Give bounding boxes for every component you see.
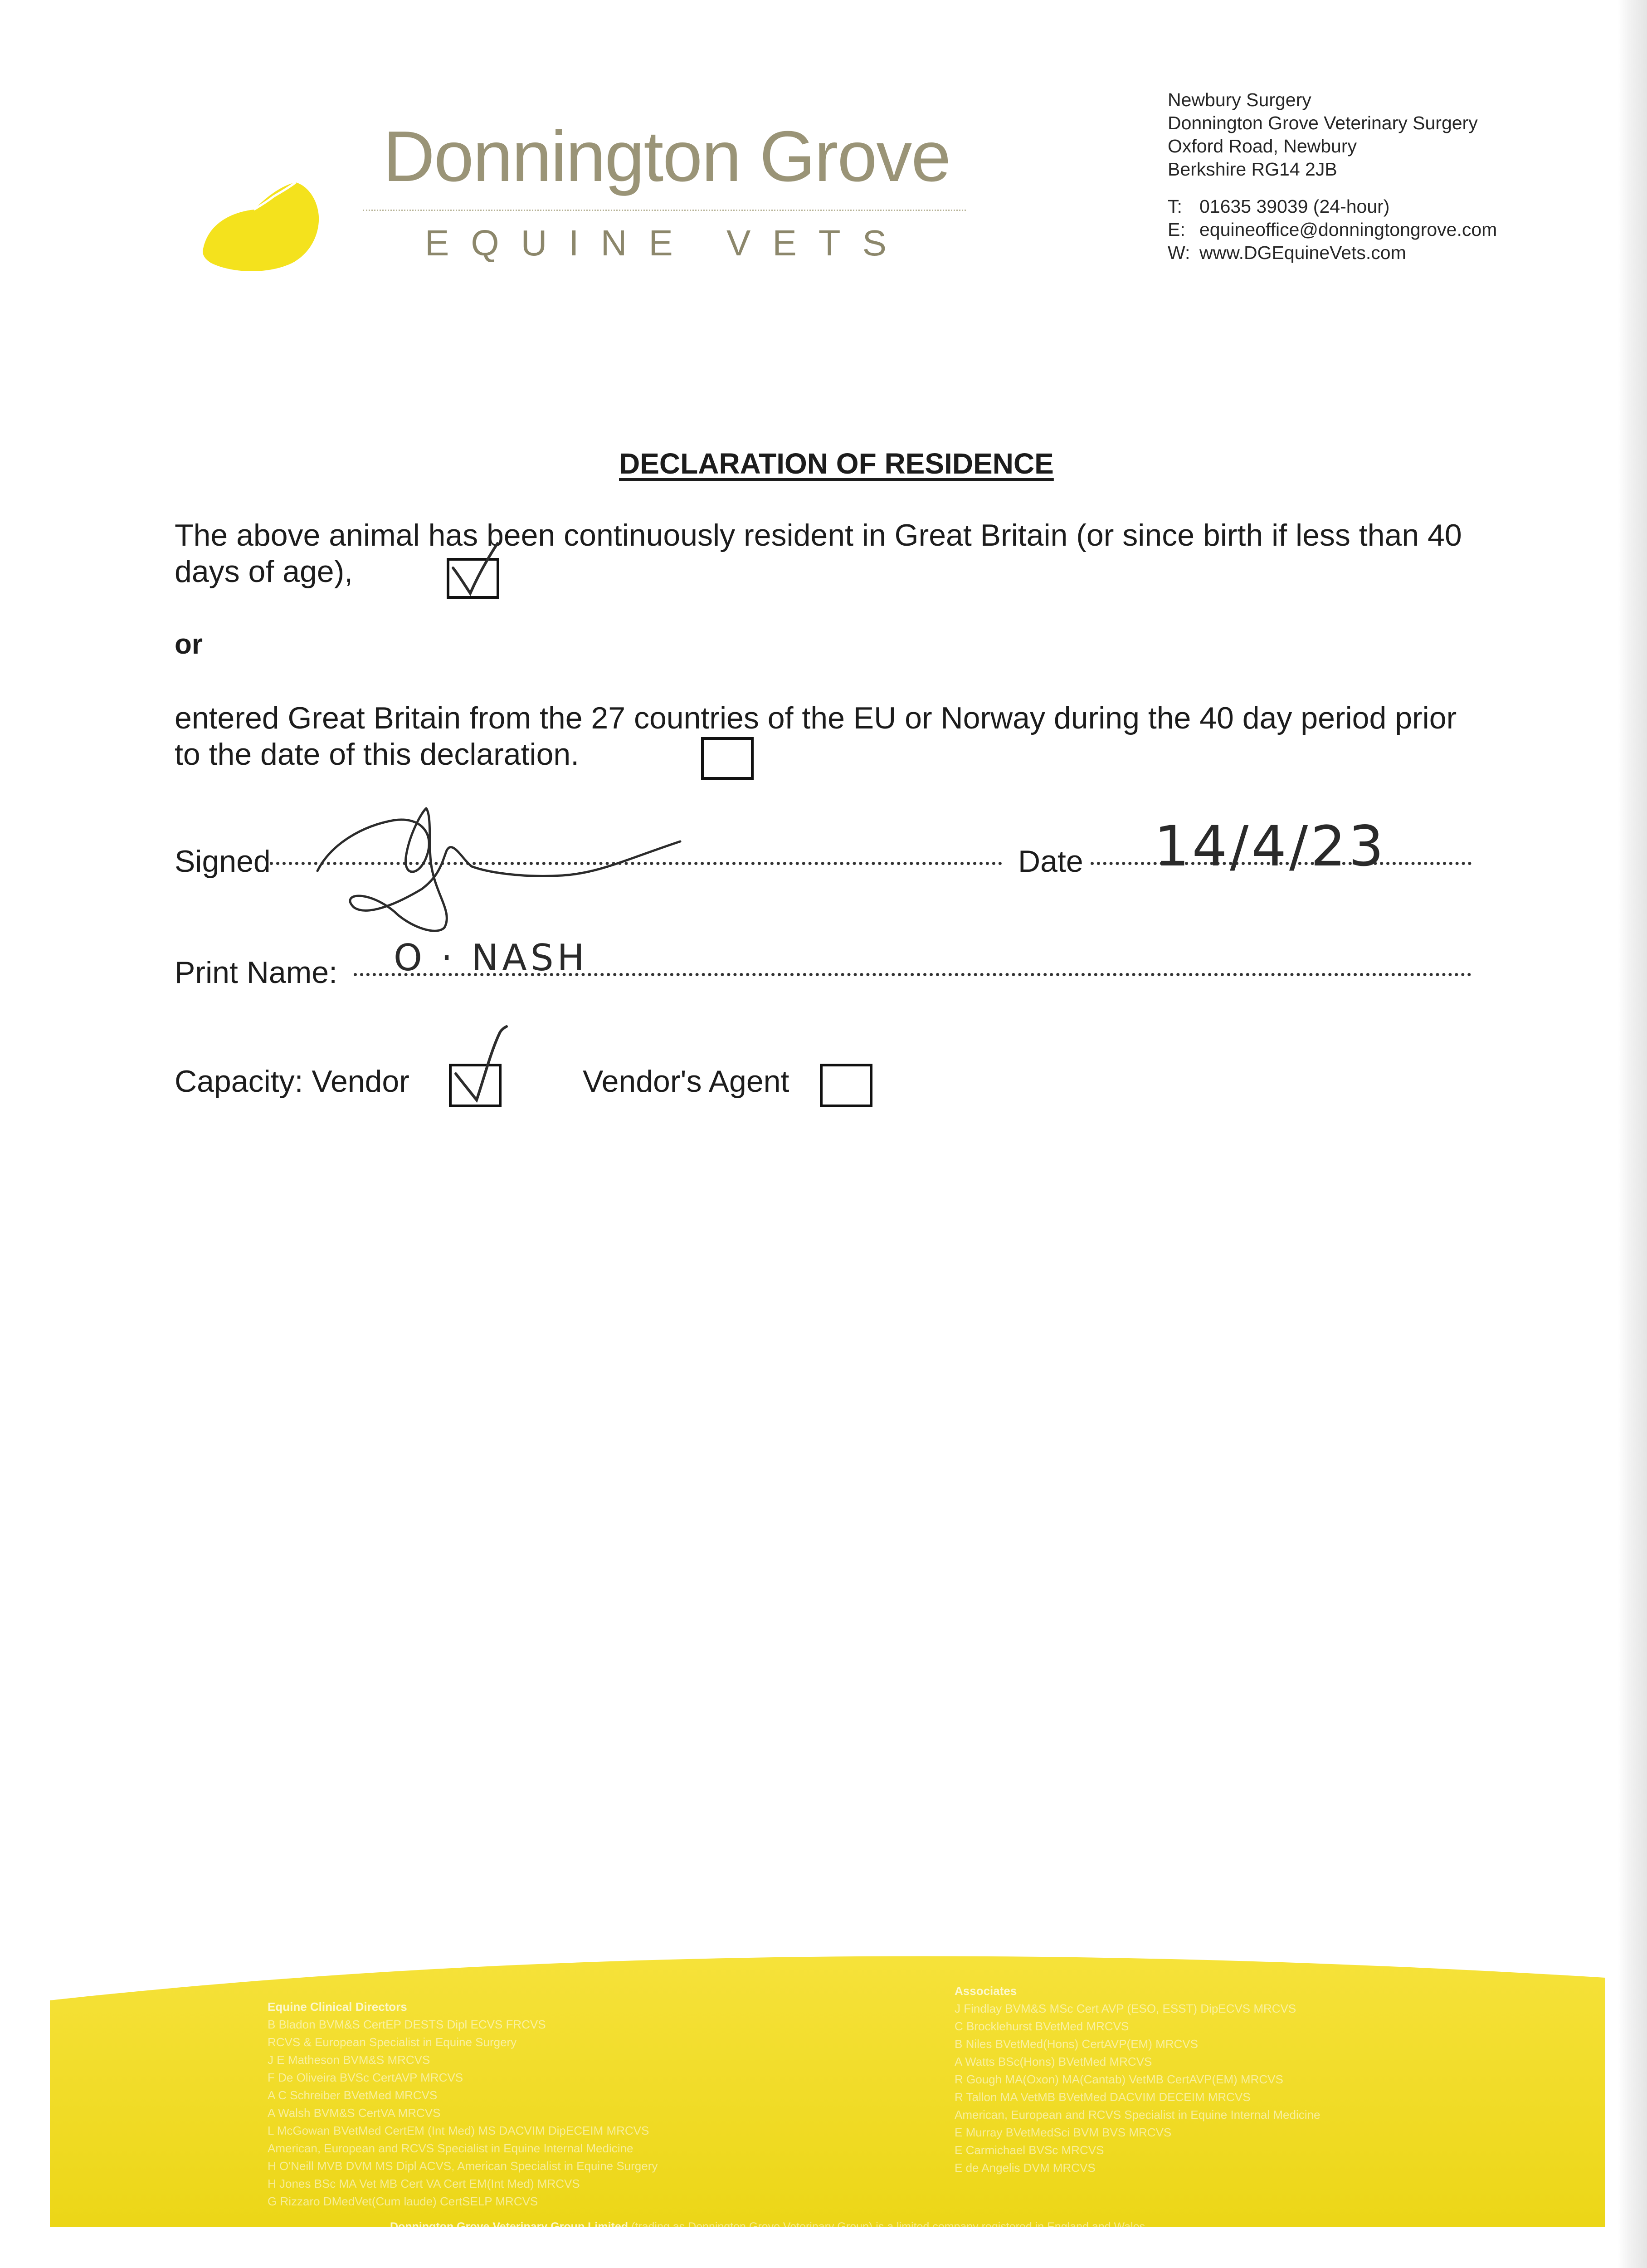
company-registration — [390, 2218, 1148, 2236]
checkmark-icon — [447, 540, 510, 599]
or-separator: or — [175, 629, 203, 660]
associate-line: R Tallon MA VetMB BVetMed DACVIM DECEIM MRCVS — [955, 2090, 1251, 2104]
associates — [955, 1982, 1320, 2177]
director-line: B Bladon BVM&S CertEP DESTS Dipl ECVS FRCVS — [268, 2018, 546, 2031]
date-value: 14/4/23 — [1154, 814, 1387, 879]
director-line: A Walsh BVM&S CertVA MRCVS — [268, 2106, 441, 2120]
associate-line: E Murray BVetMedSci BVM BVS MRCVS — [955, 2126, 1172, 2139]
print-name-label: Print Name: — [175, 955, 337, 990]
director-line: H Jones BSc MA Vet MB Cert VA Cert EM(Int Med) MRCVS — [268, 2177, 580, 2190]
director-line: F De Oliveira BVSc CertAVP MRCVS — [268, 2071, 463, 2084]
email-label: E: — [1168, 219, 1185, 240]
website-link[interactable]: www.DGEquineVets.com — [1199, 242, 1406, 263]
associate-line: B Niles BVetMed(Hons) CertAVP(EM) MRCVS — [955, 2037, 1198, 2051]
surgery-address — [1168, 88, 1478, 181]
address-line: Oxford Road, Newbury — [1168, 136, 1357, 156]
web-row — [1168, 241, 1497, 264]
entered-checkbox[interactable] — [701, 737, 754, 780]
associates-heading: Associates — [955, 1984, 1017, 1998]
signature-image — [290, 798, 698, 948]
print-name-value: O · NASH — [394, 937, 588, 979]
date-label: Date — [1018, 844, 1083, 879]
email-row — [1168, 218, 1497, 241]
page-title: DECLARATION OF RESIDENCE — [619, 447, 1054, 480]
brand-subtitle: EQUINE VETS — [425, 223, 908, 263]
phone-label: T: — [1168, 196, 1182, 217]
address-line: Berkshire RG14 2JB — [1168, 159, 1337, 180]
brand-name: Donnington Grove — [383, 117, 950, 196]
director-line: American, European and RCVS Specialist in Equine Internal Medicine — [268, 2141, 633, 2155]
web-label: W: — [1168, 242, 1190, 263]
associate-line: American, European and RCVS Specialist in Equine Internal Medicine — [955, 2108, 1321, 2121]
associate-line: J Findlay BVM&S MSc Cert AVP (ESO, ESST) DipECVS MRCVS — [955, 2002, 1296, 2015]
brand-divider — [363, 210, 966, 211]
director-line: A C Schreiber BVetMed MRCVS — [268, 2088, 438, 2102]
associate-line: E Carmichael BVSc MRCVS — [955, 2143, 1104, 2157]
phone-row — [1168, 195, 1497, 218]
logo-mark-icon — [195, 172, 340, 277]
company-name: Donnington Grove Veterinary Group Limited — [390, 2220, 629, 2233]
scan-edge — [1618, 0, 1647, 2268]
directors-heading: Equine Clinical Directors — [268, 2000, 407, 2014]
vendors-agent-label: Vendor's Agent — [583, 1064, 789, 1099]
contact-details — [1168, 195, 1497, 264]
associate-line: C Brocklehurst BVetMed MRCVS — [955, 2019, 1129, 2033]
director-line: H O'Neill MVB DVM MS Dipl ACVS, American Specialist in Equine Surgery — [268, 2159, 658, 2173]
phone-number: 01635 39039 (24-hour) — [1199, 196, 1390, 217]
director-line: G Rizzaro DMedVet(Cum laude) CertSELP MRCVS — [268, 2195, 538, 2208]
director-line: RCVS & European Specialist in Equine Surgery — [268, 2035, 517, 2049]
agent-checkbox[interactable] — [820, 1064, 872, 1107]
associate-line: R Gough MA(Oxon) MA(Cantab) VetMB CertAVP(EM) MRCVS — [955, 2072, 1283, 2086]
entry-statement: entered Great Britain from the 27 countries of the EU or Norway during the 40 day period prior to the date of this declaration. — [175, 701, 1457, 772]
director-line: L McGowan BVetMed CertEM (Int Med) MS DACVIM DipECEIM MRCVS — [268, 2124, 649, 2137]
associate-line: E de Angelis DVM MRCVS — [955, 2161, 1096, 2175]
capacity-vendor-label: Capacity: Vendor — [175, 1064, 409, 1099]
email-link[interactable]: equineoffice@donningtongrove.com — [1199, 219, 1497, 240]
company-note: (trading as Donnington Grove Veterinary Group) is a limited company registered in England and Wales. — [631, 2220, 1148, 2233]
director-line: J E Matheson BVM&S MRCVS — [268, 2053, 430, 2067]
checkmark-icon — [451, 1023, 519, 1105]
signed-label: Signed — [175, 844, 271, 879]
address-line: Newbury Surgery — [1168, 89, 1311, 110]
residence-statement: The above animal has been continuously resident in Great Britain (or since birth if less than 40 days of age), — [175, 518, 1462, 589]
associate-line: A Watts BSc(Hons) BVetMed MRCVS — [955, 2055, 1152, 2068]
clinical-directors — [268, 1998, 658, 2210]
address-line: Donnington Grove Veterinary Surgery — [1168, 112, 1478, 133]
